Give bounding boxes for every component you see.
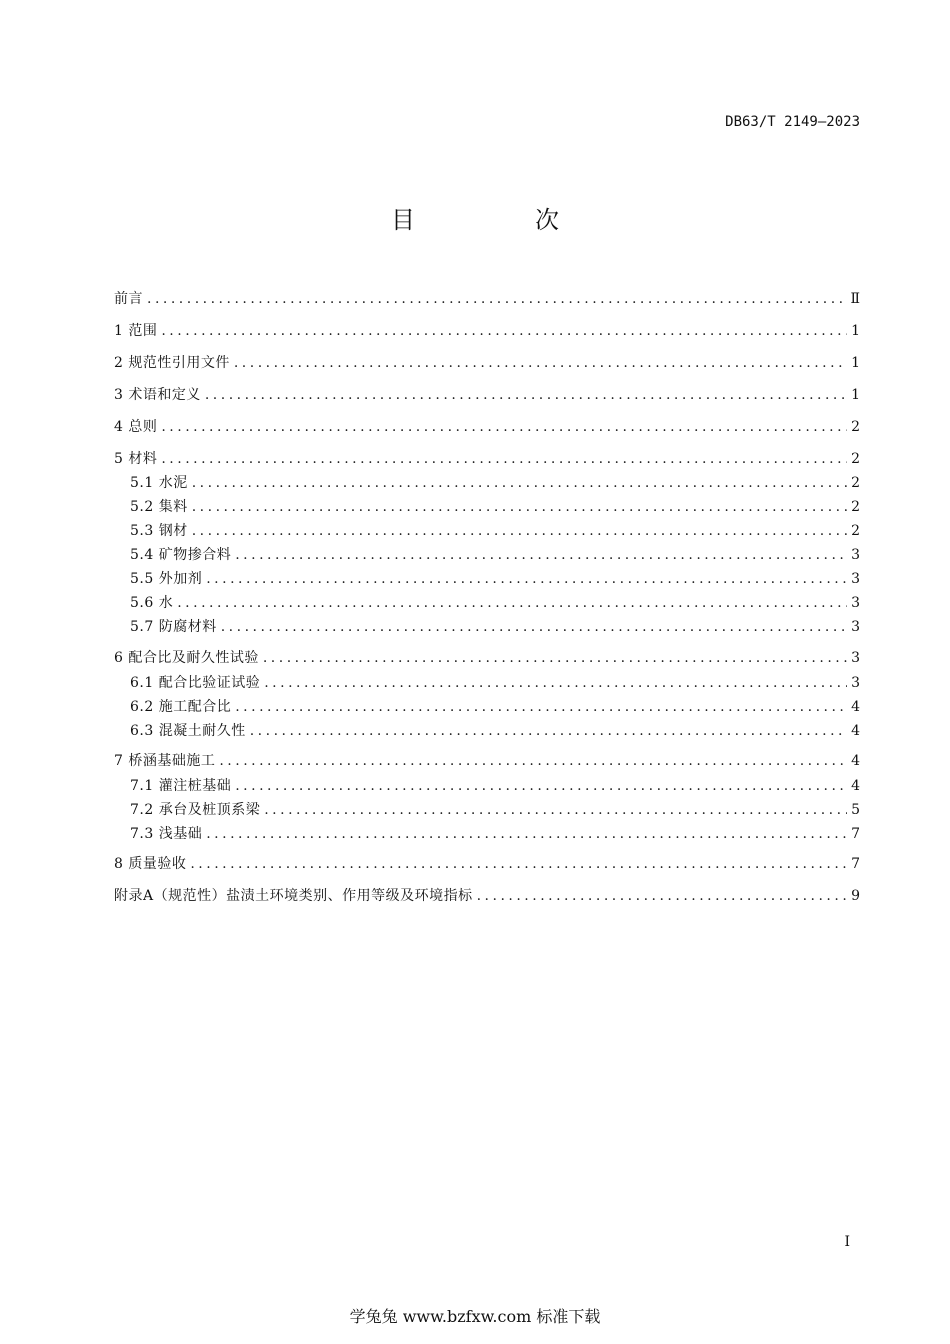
toc-entry-page: Ⅱ	[850, 291, 860, 307]
watermark: 学兔兔 www.bzfxw.com 标准下载	[349, 1307, 601, 1326]
toc-entry-label: 5.6 水	[130, 595, 174, 611]
toc-subentry[interactable]	[130, 592, 860, 614]
toc-entry-page: 2	[851, 451, 860, 467]
leader-dots	[192, 520, 847, 542]
toc-entry-label: 2 规范性引用文件	[114, 355, 230, 371]
toc-entry-page: 1	[851, 323, 860, 339]
leader-dots	[264, 672, 847, 694]
toc-subentry[interactable]	[130, 472, 860, 494]
toc-subentry[interactable]	[130, 544, 860, 566]
toc-subentry[interactable]	[130, 799, 860, 821]
document-code: DB63/T 2149—2023	[725, 114, 860, 130]
toc-entry-label: 附录A（规范性）盐渍土环境类别、作用等级及环境指标	[114, 888, 473, 904]
toc-entry[interactable]	[114, 885, 860, 907]
toc-entry-page: 3	[851, 547, 860, 563]
toc-subentry[interactable]	[130, 520, 860, 542]
toc-entry-label: 5.1 水泥	[130, 475, 188, 491]
toc-entry-page: 7	[851, 856, 860, 872]
toc-entry-label: 5.3 钢材	[130, 523, 188, 539]
leader-dots	[235, 544, 847, 566]
toc-entry-label: 3 术语和定义	[114, 387, 201, 403]
toc-entry-label: 5.2 集料	[130, 499, 188, 515]
leader-dots	[206, 568, 847, 590]
toc-entry-label: 6.3 混凝土耐久性	[130, 723, 246, 739]
toc-entry[interactable]	[114, 647, 860, 669]
toc-subentry[interactable]	[130, 496, 860, 518]
toc-entry-label: 8 质量验收	[114, 856, 187, 872]
leader-dots	[219, 750, 847, 772]
toc-entry[interactable]	[114, 288, 860, 310]
page-number: I	[844, 1234, 850, 1250]
leader-dots	[161, 448, 847, 470]
toc-entry-page: 7	[851, 826, 860, 842]
toc-entry-page: 2	[851, 499, 860, 515]
toc-entry-page: 4	[851, 753, 860, 769]
leader-dots	[477, 885, 847, 907]
leader-dots	[177, 592, 847, 614]
toc-entry-page: 4	[851, 723, 860, 739]
leader-dots	[192, 496, 847, 518]
toc-entry[interactable]	[114, 750, 860, 772]
leader-dots	[206, 823, 847, 845]
toc-subentry[interactable]	[130, 616, 860, 638]
toc-entry-label: 7.2 承台及桩顶系梁	[130, 802, 261, 818]
leader-dots	[264, 799, 847, 821]
toc-entry-label: 7 桥涵基础施工	[114, 753, 216, 769]
toc-entry-label: 6.2 施工配合比	[130, 699, 232, 715]
toc-entry-page: 3	[851, 619, 860, 635]
leader-dots	[235, 696, 847, 718]
leader-dots	[235, 775, 847, 797]
toc-entry-page: 2	[851, 419, 860, 435]
toc-entry-label: 7.3 浅基础	[130, 826, 203, 842]
toc-subentry[interactable]	[130, 568, 860, 590]
toc-entry-page: 2	[851, 475, 860, 491]
toc-subentry[interactable]	[130, 720, 860, 742]
toc-subentry[interactable]	[130, 696, 860, 718]
leader-dots	[190, 853, 847, 875]
leader-dots	[161, 416, 847, 438]
toc-entry[interactable]	[114, 384, 860, 406]
toc-entry[interactable]	[114, 320, 860, 342]
toc-entry-label: 5.4 矿物掺合料	[130, 547, 232, 563]
toc-entry-label: 6.1 配合比验证试验	[130, 675, 261, 691]
toc-entry-page: 1	[851, 387, 860, 403]
toc-entry-label: 4 总则	[114, 419, 158, 435]
toc-entry-page: 3	[851, 571, 860, 587]
toc-subentry[interactable]	[130, 775, 860, 797]
leader-dots	[192, 472, 847, 494]
leader-dots	[161, 320, 847, 342]
leader-dots	[205, 384, 847, 406]
toc-entry[interactable]	[114, 416, 860, 438]
toc-entry-label: 前言	[114, 291, 143, 307]
toc-entry-label: 5.7 防腐材料	[130, 619, 217, 635]
toc-subentry[interactable]	[130, 823, 860, 845]
toc-entry-page: 1	[851, 355, 860, 371]
leader-dots	[221, 616, 847, 638]
toc-entry-page: 4	[851, 699, 860, 715]
toc-entry[interactable]	[114, 448, 860, 470]
toc-subentry[interactable]	[130, 672, 860, 694]
toc-entry-page: 5	[851, 802, 860, 818]
toc-entry-label: 6 配合比及耐久性试验	[114, 650, 259, 666]
toc-entry-label: 5.5 外加剂	[130, 571, 203, 587]
toc-entry-page: 9	[851, 888, 860, 904]
toc-entry-page: 4	[851, 778, 860, 794]
toc-title: 目 次	[391, 206, 607, 234]
toc-entry-label: 1 范围	[114, 323, 158, 339]
toc-entry-page: 3	[851, 675, 860, 691]
leader-dots	[250, 720, 847, 742]
leader-dots	[147, 288, 846, 310]
leader-dots	[234, 352, 847, 374]
toc-entry-page: 3	[851, 595, 860, 611]
toc-entry[interactable]	[114, 352, 860, 374]
toc-entry-page: 3	[851, 650, 860, 666]
toc-entry-label: 7.1 灌注桩基础	[130, 778, 232, 794]
toc-entry[interactable]	[114, 853, 860, 875]
toc-entry-page: 2	[851, 523, 860, 539]
leader-dots	[263, 647, 847, 669]
toc-entry-label: 5 材料	[114, 451, 158, 467]
